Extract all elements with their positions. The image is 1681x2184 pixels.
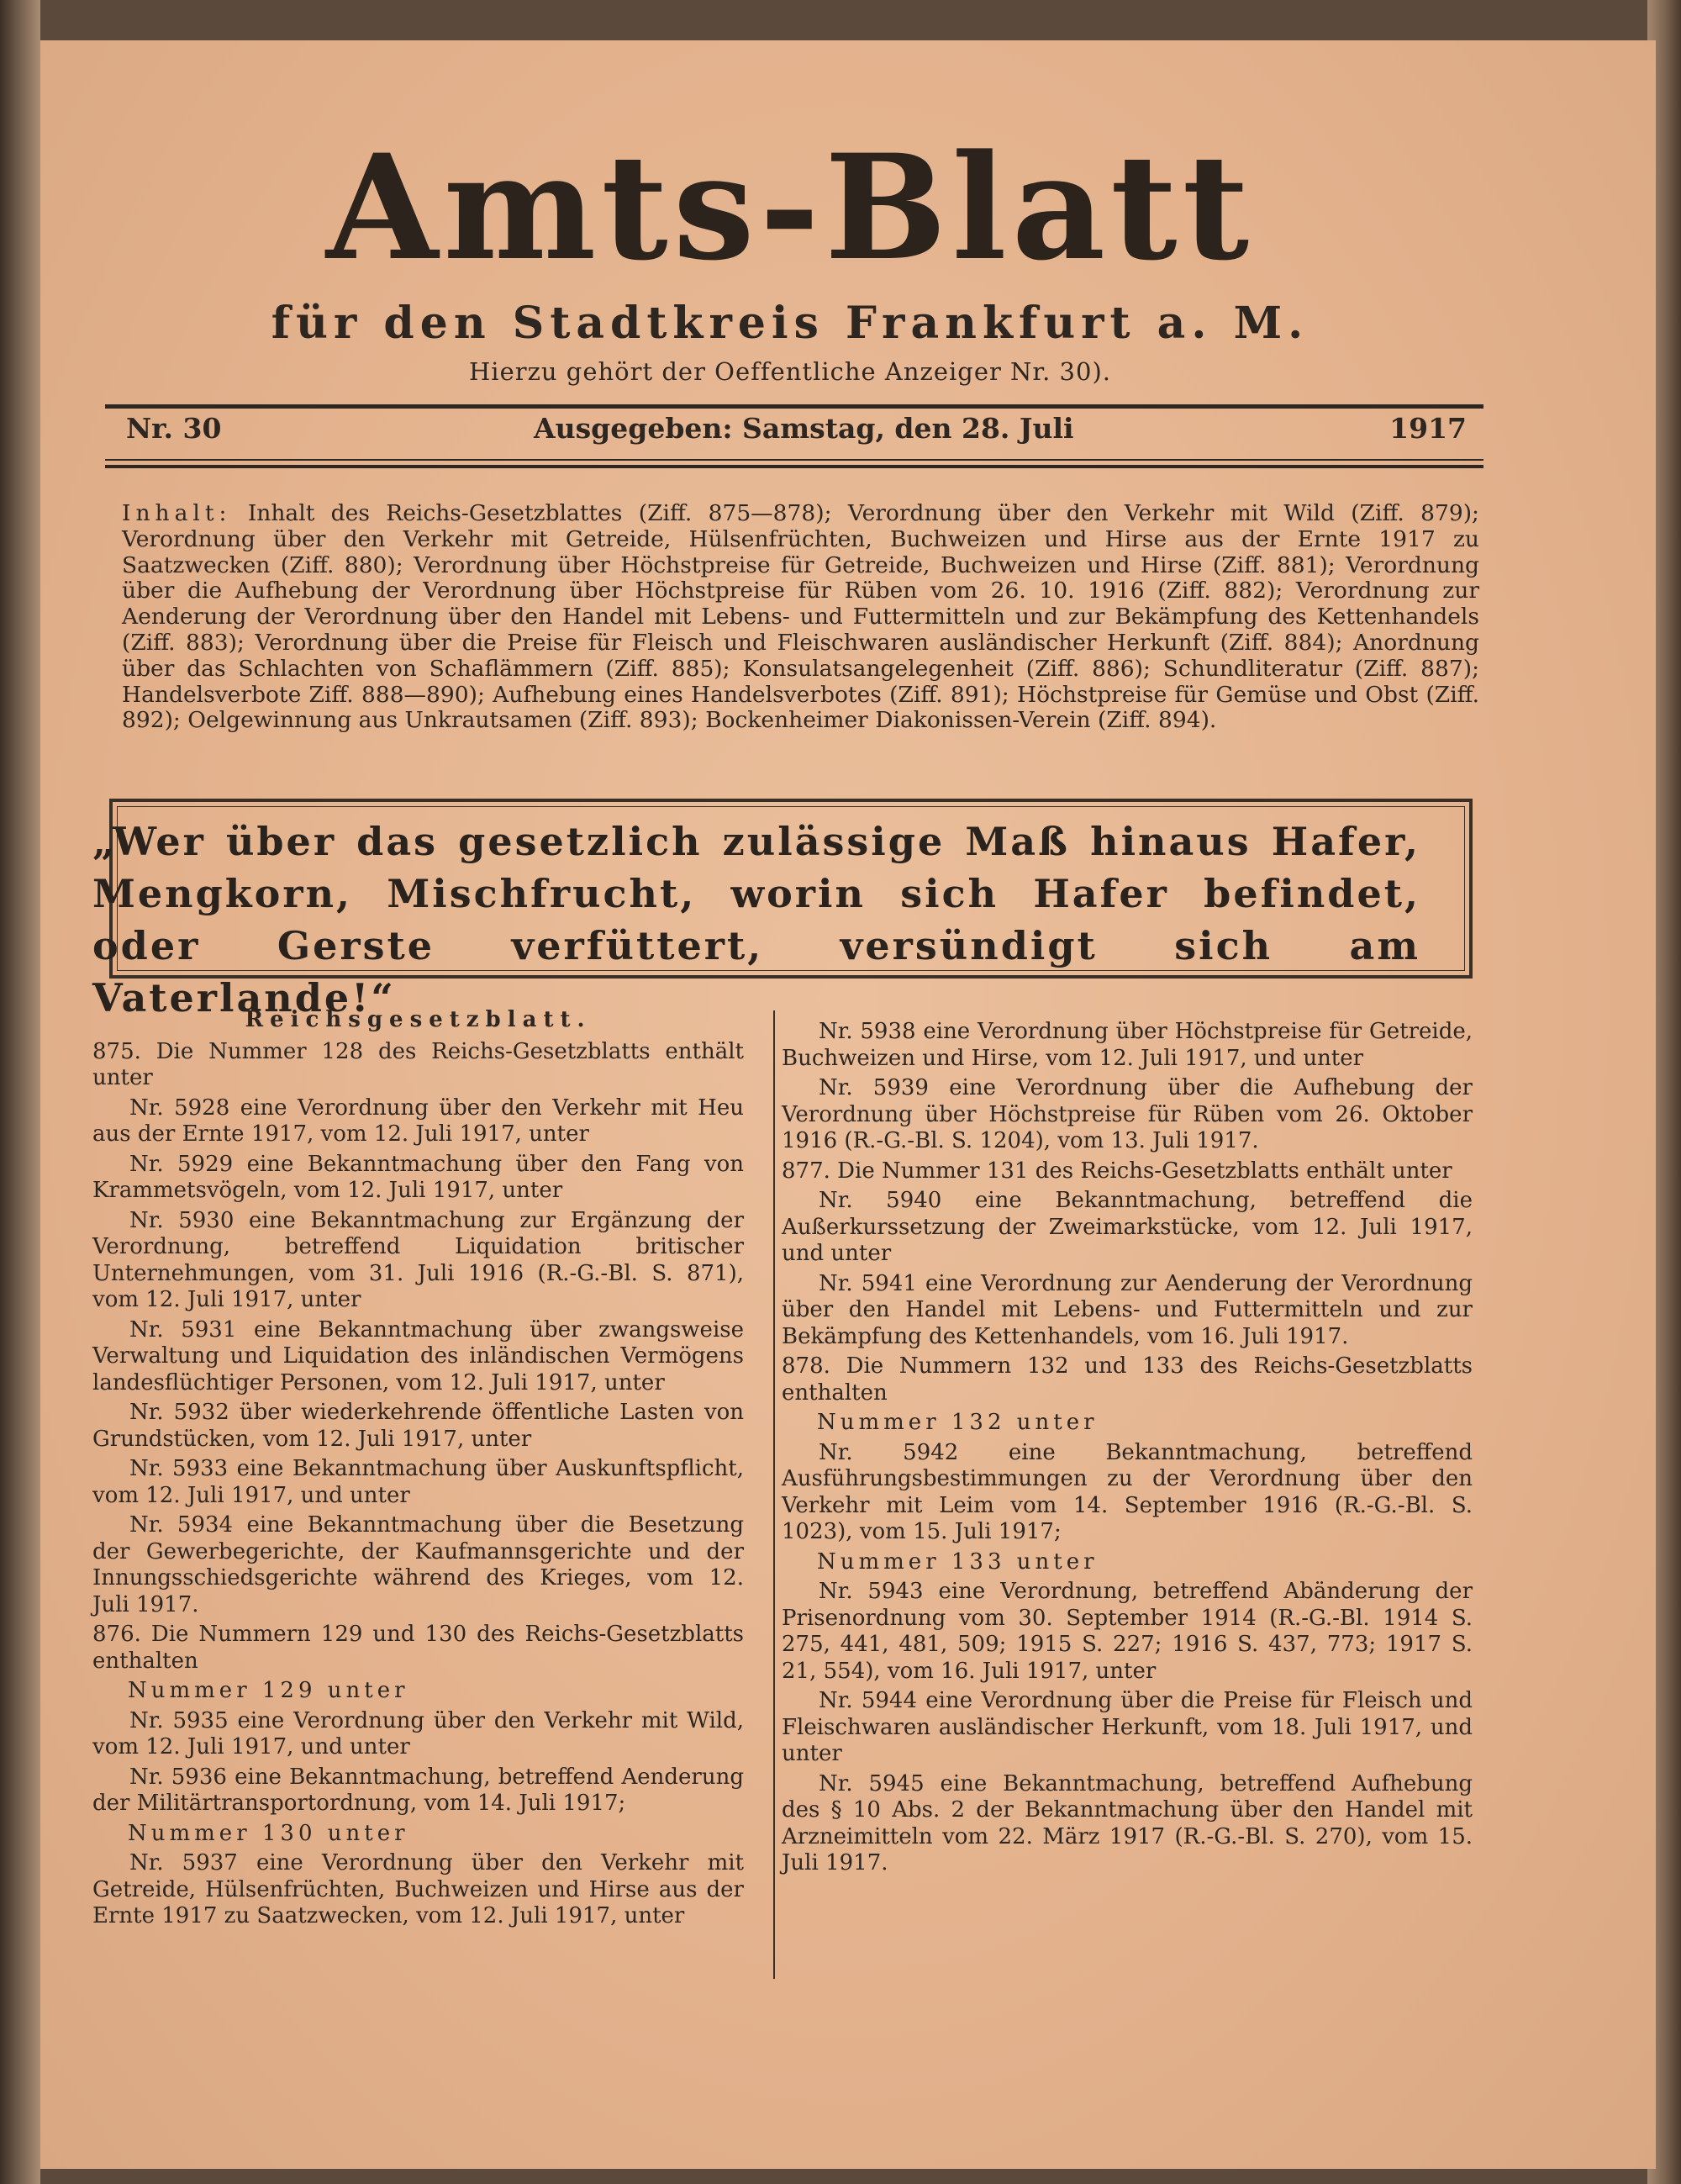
entry-5933: Nr. 5933 eine Bekanntmachung über Auskunftspflicht, vom 12. Juli 1917, und unter bbox=[92, 1456, 744, 1508]
entry-5937: Nr. 5937 eine Verordnung über den Verkehr mit Getreide, Hülsenfrüchten, Buchweizen und Hirse aus der Ernte 1917 zu Saatzwecken, vom 12. Juli 1917, unter bbox=[92, 1850, 744, 1928]
entry-5934: Nr. 5934 eine Bekanntmachung über die Besetzung der Gewerbegerichte, der Kaufmannsgerichte und der Innungsschiedsgerichte während des Krieges, vom 12. Juli 1917. bbox=[92, 1512, 744, 1617]
item-877: 877. Die Nummer 131 des Reichs-Gesetzblatts enthält unter bbox=[782, 1158, 1452, 1184]
subheading-130: Nummer 130 unter bbox=[128, 1820, 409, 1846]
entry-5945: Nr. 5945 eine Bekanntmachung, betreffend Aufhebung des § 10 Abs. 2 der Bekanntmachung über den Handel mit Arzneimitteln vom 22. März 1917 (R.-G.-Bl. S. 270), vom 15. Juli 1917. bbox=[782, 1770, 1473, 1875]
toc-label: Inhalt: bbox=[122, 500, 232, 526]
book-binding-left bbox=[0, 0, 40, 2184]
entry-5939: Nr. 5939 eine Verordnung über die Aufhebung der Verordnung über Höchstpreise für Rüben vom 26. Oktober 1916 (R.-G.-Bl. S. 1204), vom 13. Juli 1917. bbox=[782, 1075, 1473, 1153]
subheading-129: Nummer 129 unter bbox=[128, 1678, 409, 1703]
issue-number: Nr. 30 bbox=[126, 412, 222, 445]
left-column bbox=[92, 1007, 744, 1933]
entry-5941: Nr. 5941 eine Verordnung zur Aenderung der Verordnung über den Handel mit Lebens- und Futtermitteln und zur Bekämpfung des Kettenhandels, vom 16. Juli 1917. bbox=[782, 1270, 1473, 1349]
issue-date: Ausgegeben: Samstag, den 28. Juli bbox=[534, 412, 1074, 445]
masthead-title: Amts-Blatt bbox=[325, 122, 1255, 293]
entry-5932: Nr. 5932 über wiederkehrende öffentliche Lasten von Grundstücken, vom 12. Juli 1917, unter bbox=[92, 1400, 744, 1452]
section-heading: Reichsgesetzblatt. bbox=[245, 1007, 592, 1032]
issue-line bbox=[126, 412, 1467, 454]
entry-5935: Nr. 5935 eine Verordnung über den Verkehr mit Wild, vom 12. Juli 1917, und unter bbox=[92, 1707, 744, 1759]
rule-top bbox=[105, 404, 1483, 409]
entry-5936: Nr. 5936 eine Bekanntmachung, betreffend Aenderung der Militärtransportordnung, vom 14. Juli 1917; bbox=[92, 1764, 744, 1816]
entry-5931: Nr. 5931 eine Bekanntmachung über zwangsweise Verwaltung und Liquidation des inländischen Vermögens landesflüchtiger Personen, vom 12. Juli 1917, unter bbox=[92, 1316, 744, 1395]
entry-5929: Nr. 5929 eine Bekanntmachung über den Fang von Krammetsvögeln, vom 12. Juli 1917, unter bbox=[92, 1151, 744, 1203]
item-878: 878. Die Nummern 132 und 133 des Reichs-Gesetzblatts enthalten bbox=[782, 1353, 1473, 1406]
item-876: 876. Die Nummern 129 und 130 des Reichs-Gesetzblatts enthalten bbox=[92, 1622, 744, 1674]
rule-bottom-thick bbox=[105, 465, 1483, 468]
entry-5944: Nr. 5944 eine Verordnung über die Preise für Fleisch und Fleischwaren ausländischer Herkunft, vom 18. Juli 1917, und unter bbox=[782, 1688, 1473, 1766]
entry-5943: Nr. 5943 eine Verordnung, betreffend Abänderung der Prisenordnung vom 30. September 1914 (R.-G.-Bl. 1914 S. 275, 441, 481, 509; 1915 S. 227; 1916 S. 437, 773; 1917 S. 21, 554), vom 16. Juli 1917, unter bbox=[782, 1579, 1473, 1684]
item-875: 875. Die Nummer 128 des Reichs-Gesetzblatts enthält unter bbox=[92, 1038, 744, 1090]
slogan-text: „Wer über das gesetzlich zulässige Maß hinaus Hafer, Mengkorn, Mischfrucht, worin sich Hafer befindet, oder Gerste verfüttert, versündigt sich am Vaterlande!“ bbox=[92, 819, 1420, 1021]
entry-5942: Nr. 5942 eine Bekanntmachung, betreffend Ausführungsbestimmungen zu der Verordnung über den Verkehr mit Leim vom 14. September 1916 (R.-G.-Bl. S. 1023), vom 15. Juli 1917; bbox=[782, 1439, 1473, 1544]
entry-5928: Nr. 5928 eine Verordnung über den Verkehr mit Heu aus der Ernte 1917, vom 12. Juli 1917, unter bbox=[92, 1095, 744, 1147]
masthead-subtitle: für den Stadtkreis Frankfurt a. M. bbox=[271, 298, 1309, 349]
rule-bottom-thin bbox=[105, 459, 1483, 461]
subheading-133: Nummer 133 unter bbox=[817, 1548, 1099, 1575]
subheading-132: Nummer 132 unter bbox=[817, 1410, 1099, 1435]
masthead-note: Hierzu gehört der Oeffentliche Anzeiger Nr. 30). bbox=[469, 357, 1111, 386]
entry-5938: Nr. 5938 eine Verordnung über Höchstpreise für Getreide, Buchweizen und Hirse, vom 12. Juli 1917, und unter bbox=[782, 1019, 1473, 1071]
masthead bbox=[210, 119, 1370, 388]
entry-5930: Nr. 5930 eine Bekanntmachung zur Ergänzung der Verordnung, betreffend Liquidation britischer Unternehmungen, vom 31. Juli 1916 (R.-G.-Bl. S. 871), vom 12. Juli 1917, unter bbox=[92, 1207, 744, 1312]
right-column bbox=[782, 1019, 1473, 1881]
column-divider bbox=[773, 1010, 775, 1979]
entry-5940: Nr. 5940 eine Bekanntmachung, betreffend die Außerkurssetzung der Zweimarkstücke, vom 12. Juli 1917, und unter bbox=[782, 1188, 1473, 1266]
toc-text: Inhalt des Reichs-Gesetzblattes (Ziff. 875—878); Verordnung über den Verkehr mit Wild (Ziff. 879); Verordnung über den Verkehr mit Getreide, Hülsenfrüchten, Buchweizen und Hirse aus der Ernte 1917 zu Saatzwecken (Ziff. 880); Verordnung über Höchstpreise für Getreide, Buchweizen und Hirse (Ziff. 881); Verordnung über die Aufhebung der Verordnung über Höchstpreise für Rüben vom 26. 10. 1916 (Ziff. 882); Verordnung zur Aenderung der Verordnung über den Handel mit Lebens- und Futtermitteln und zur Bekämpfung des Kettenhandels (Ziff. 883); Verordnung über die Preise für Fleisch und Fleischwaren ausländischer Herkunft (Ziff. 884); Anordnung über das Schlachten von Schaflämmern (Ziff. 885); Konsulatsangelegenheit (Ziff. 886); Schundliteratur (Ziff. 887); Handelsverbote Ziff. 888—890); Aufhebung eines Handelsverbotes (Ziff. 891); Höchstpreise für Gemüse und Obst (Ziff. 892); Oelgewinnung aus Unkrautsamen (Ziff. 893); Bockenheimer Diakonissen-Verein (Ziff. 894). bbox=[122, 500, 1479, 734]
issue-year: 1917 bbox=[1389, 412, 1467, 445]
table-of-contents bbox=[122, 501, 1479, 734]
